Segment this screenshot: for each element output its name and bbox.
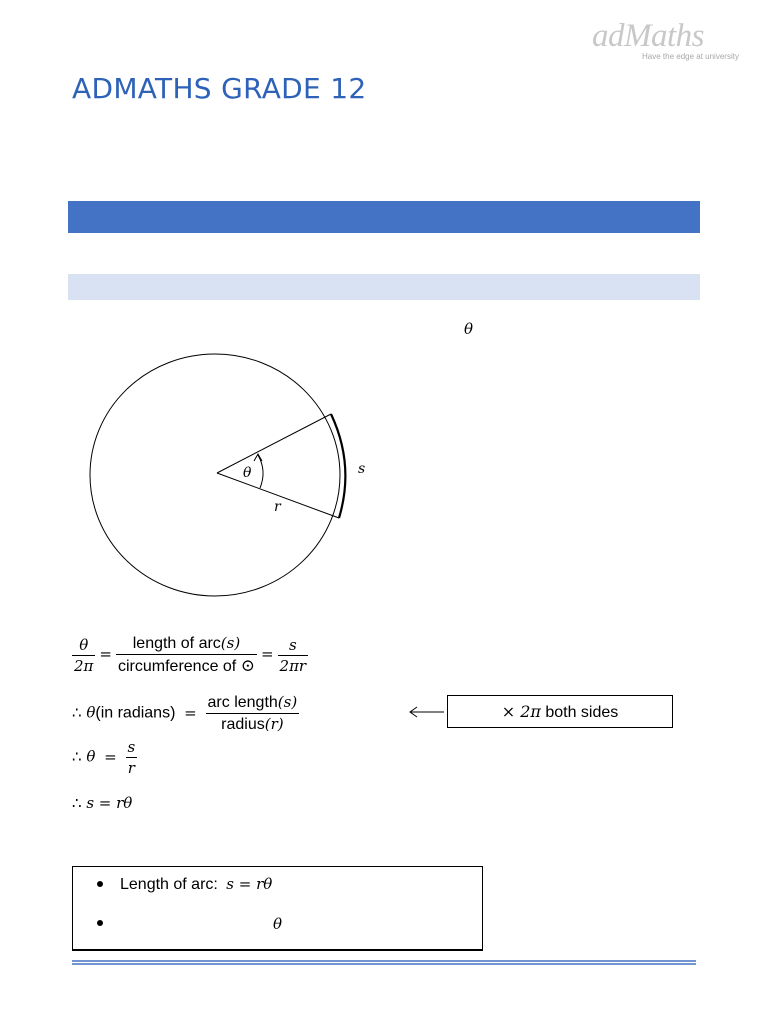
multiply-both-sides-note	[447, 695, 673, 728]
diagram-radius-label: r	[274, 499, 281, 515]
summary-item-formula: s = rθ	[226, 875, 273, 893]
frac-num: s	[127, 738, 136, 756]
section-heading-bar	[68, 201, 700, 233]
frac-num: s	[278, 636, 309, 656]
subsection-heading-bar	[68, 274, 700, 300]
fraction-s-over-r	[126, 738, 138, 777]
footer-rule	[72, 960, 696, 965]
therefore-symbol: ∴	[72, 703, 82, 722]
frac-den: r	[127, 759, 135, 777]
frac-den: 2πr	[279, 656, 307, 675]
arc-highlight	[331, 414, 345, 518]
equation-theta-radians: ∴ θ(in radians) = $\frac{\text{arc length(s)}}{\text{radius(r)}}$	[72, 693, 298, 733]
frac-num-var: (s)	[277, 693, 298, 711]
logo-wordmark: adMaths	[592, 18, 704, 54]
fraction-s-over-2pir	[278, 636, 309, 675]
page-title: ADMATHS GRADE 12	[72, 72, 367, 105]
theta-symbol: θ	[86, 747, 96, 766]
circle-sector-diagram	[80, 345, 380, 605]
diagram-theta-label: θ	[243, 465, 252, 481]
equation-theta-s-over-r: ∴ θ = $\frac{s}{r}$	[72, 738, 136, 777]
frac-num: θ	[72, 636, 95, 656]
circle-symbol: ⊙	[240, 656, 255, 676]
bullet-icon	[97, 881, 103, 887]
frac-den-text: radius	[221, 716, 265, 733]
summary-theta-symbol: θ	[273, 915, 283, 933]
fraction-arc-over-radius	[206, 693, 300, 734]
sector-upper-radius	[217, 414, 331, 473]
summary-box	[72, 866, 483, 951]
in-radians-text: (in radians)	[95, 704, 176, 722]
frac-den-text: circumference of	[117, 658, 241, 675]
frac-den-var: (r)	[264, 715, 284, 733]
frac-num-text: length of arc	[132, 635, 221, 652]
therefore-symbol: ∴	[72, 747, 82, 766]
frac-num-text: arc length	[207, 694, 278, 711]
therefore-symbol: ∴	[72, 794, 82, 812]
admaths-logo	[592, 18, 748, 64]
bullet-icon	[97, 920, 103, 926]
times-2pi: × 2π	[501, 702, 541, 721]
frac-den: 2π	[74, 656, 94, 675]
equation-ratio: $\frac{\theta}{2\pi}$ = $\frac{\text{length of arc(s)}}{\text{circumference of ⊙}}$ = $\frac{s}{2\pi r}$	[74, 634, 307, 676]
arc-length-formula: s = rθ	[86, 794, 133, 812]
diagram-arc-label: s	[358, 461, 366, 477]
summary-item-label: Length of arc:	[120, 876, 218, 893]
equation-s-equals-rtheta	[72, 794, 132, 812]
intro-theta-symbol: θ	[464, 320, 474, 338]
summary-item-theta	[97, 915, 283, 933]
note-label: both sides	[545, 704, 619, 721]
circle-outline	[90, 354, 340, 596]
frac-num-var: (s)	[220, 634, 241, 652]
fraction-arc-over-circumference	[116, 634, 257, 676]
logo-tagline: Have the edge at university	[642, 52, 739, 61]
fraction-theta-over-2pi	[72, 636, 95, 675]
summary-item-arc-length	[97, 875, 272, 894]
theta-symbol: θ	[86, 703, 96, 722]
angle-arrow-arc	[258, 455, 263, 488]
